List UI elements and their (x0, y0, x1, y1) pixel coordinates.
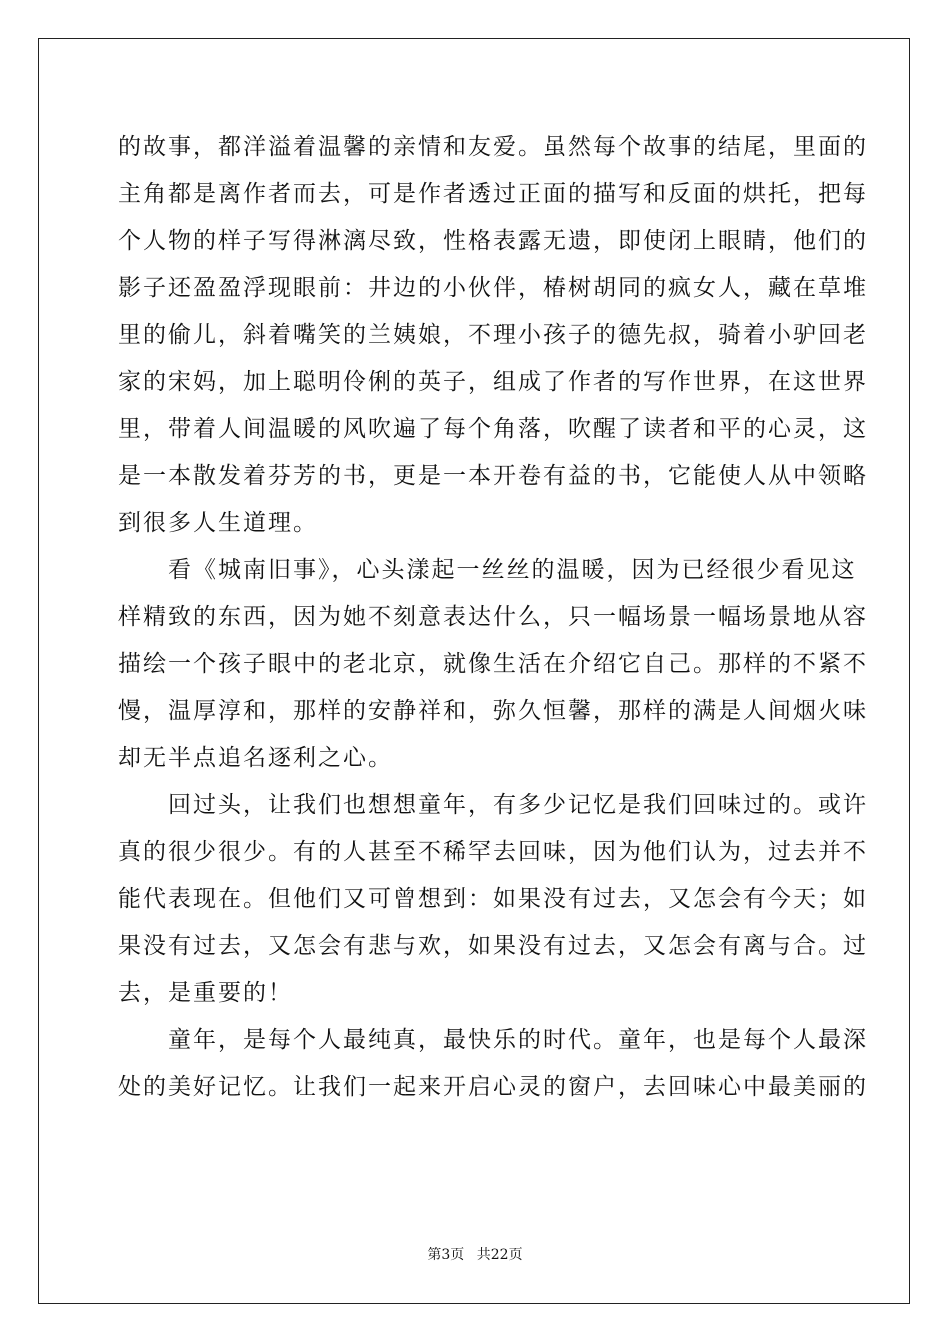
text-line: 能代表现在。但他们又可曾想到：如果没有过去，又怎会有今天；如 (118, 886, 868, 912)
page-number: 第3页 (427, 1247, 465, 1263)
text-line: 影子还盈盈浮现眼前：井边的小伙伴，椿树胡同的疯女人，藏在草堆 (118, 275, 868, 301)
text-line: 处的美好记忆。让我们一起来开启心灵的窗户，去回味心中最美丽的 (118, 1074, 868, 1100)
text-line: 家的宋妈，加上聪明伶俐的英子，组成了作者的写作世界，在这世界 (118, 369, 868, 395)
text-block (118, 124, 868, 1111)
text-line: 却无半点追名逐利之心。 (118, 745, 393, 771)
text-line: 看《城南旧事》，心头漾起一丝丝的温暖，因为已经很少看见这 (118, 557, 857, 583)
text-line: 描绘一个孩子眼中的老北京，就像生活在介绍它自己。那样的不紧不 (118, 651, 868, 677)
text-line: 的故事，都洋溢着温馨的亲情和友爱。虽然每个故事的结尾，里面的 (118, 134, 868, 160)
text-line: 个人物的样子写得淋漓尽致，性格表露无遗，即使闭上眼睛，他们的 (118, 228, 868, 254)
text-line: 童年，是每个人最纯真，最快乐的时代。童年，也是每个人最深 (118, 1027, 868, 1053)
text-line: 果没有过去，又怎会有悲与欢，如果没有过去，又怎会有离与合。过 (118, 933, 868, 959)
text-line: 里，带着人间温暖的风吹遍了每个角落，吹醒了读者和平的心灵，这 (118, 416, 868, 442)
page-footer (0, 1244, 950, 1264)
text-line: 样精致的东西，因为她不刻意表达什么，只一幅场景一幅场景地从容 (118, 604, 868, 630)
text-line: 到很多人生道理。 (118, 510, 318, 536)
text-line: 里的偷儿，斜着嘴笑的兰姨娘，不理小孩子的德先叔，骑着小驴回老 (118, 322, 868, 348)
text-line: 回过头，让我们也想想童年，有多少记忆是我们回味过的。或许 (118, 792, 868, 818)
page-total: 共22页 (476, 1247, 523, 1263)
document-body (118, 124, 868, 1111)
text-line: 是一本散发着芬芳的书，更是一本开卷有益的书，它能使人从中领略 (118, 463, 868, 489)
text-line: 主角都是离作者而去，可是作者透过正面的描写和反面的烘托，把每 (118, 181, 868, 207)
text-line: 慢，温厚淳和，那样的安静祥和，弥久恒馨，那样的满是人间烟火味 (118, 698, 868, 724)
text-line: 去，是重要的！ (118, 980, 293, 1006)
text-line: 真的很少很少。有的人甚至不稀罕去回味，因为他们认为，过去并不 (118, 839, 868, 865)
